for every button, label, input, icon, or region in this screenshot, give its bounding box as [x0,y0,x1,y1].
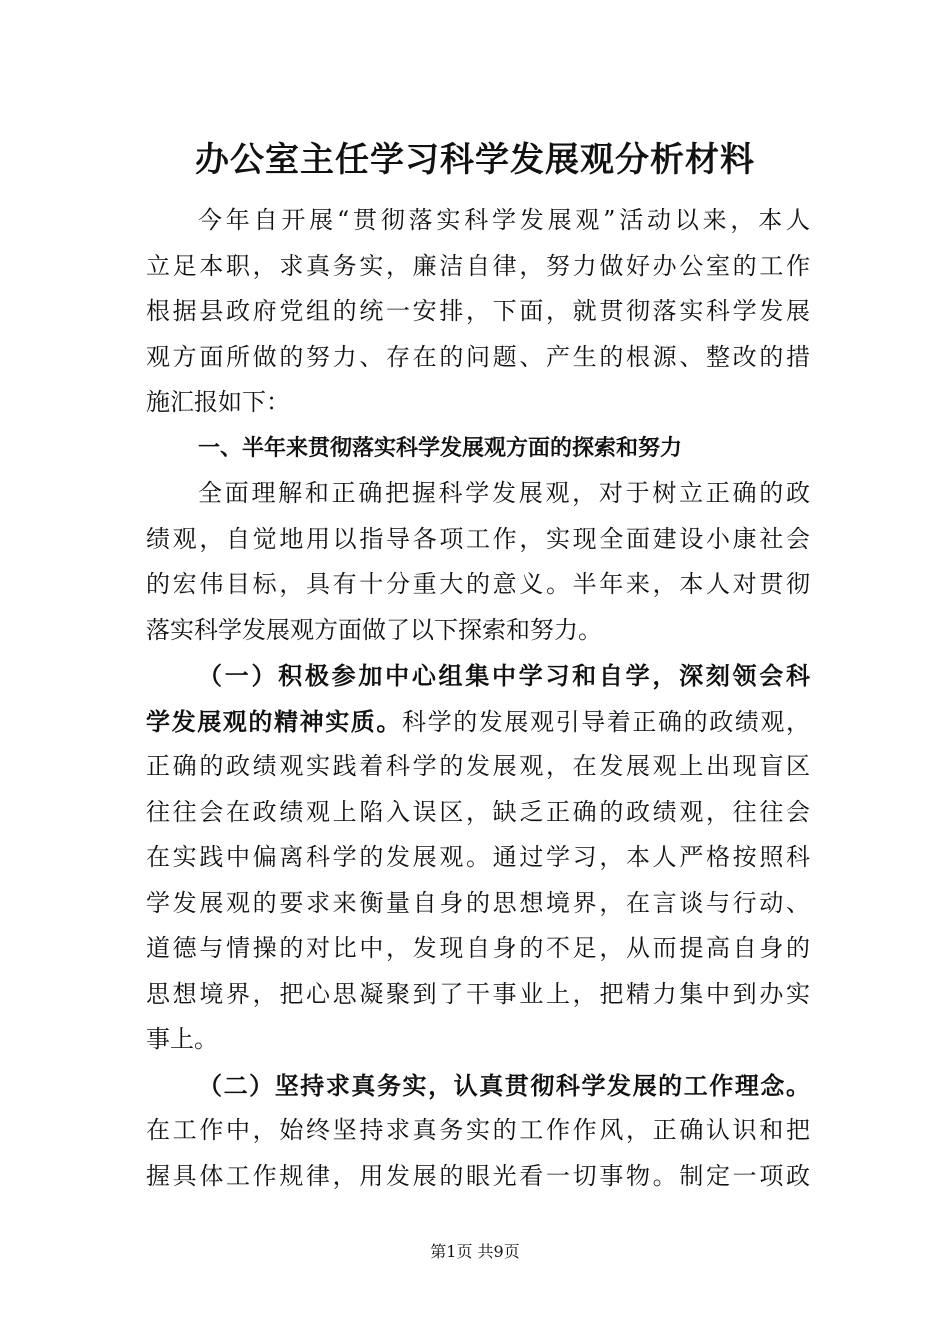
mixed-line [146,699,810,745]
document-title: 办公室主任学习科学发展观分析材料 [195,140,755,180]
paragraph-line: 在工作中，始终坚持求真务实的工作作风，正确认识和把 [146,1116,810,1144]
document-body [146,198,810,1199]
paragraph-line: 往往会在政绩观上陷入误区，缺乏正确的政绩观，往往会 [146,797,810,826]
paragraph-line: 学发展观的要求来衡量自身的思想境界，在言谈与行动、 [146,888,810,917]
paragraph-line: 立足本职，求真务实，廉洁自律，努力做好办公室的工作 [146,251,810,280]
subsection-heading-end: 学发展观的精神实质。 [146,706,402,736]
paragraph-line: 全面理解和正确把握科学发展观，对于树立正确的政 [198,479,810,507]
paragraph-line: 在实践中偏离科学的发展观。通过学习，本人严格按照科 [146,843,810,871]
paragraph-line: 事上。 [146,1025,218,1053]
paragraph-line: 施汇报如下： [146,388,290,416]
paragraph-line: 根据县政府党组的统一安排，下面，就贯彻落实科学发展 [146,297,810,325]
paragraph-line: 落实科学发展观方面做了以下探索和努力。 [146,615,602,644]
paragraph-line: 今年自开展“贯彻落实科学发展观”活动以来，本人 [198,206,810,234]
paragraph-line: 观方面所做的努力、存在的问题、产生的根源、整改的措 [146,342,810,371]
paragraph-line: 握具体工作规律，用发展的眼光看一切事物。制定一项政 [146,1161,810,1190]
paragraph-line: 正确的政绩观实践着科学的发展观，在发展观上出现盲区 [146,752,810,780]
subsection-heading: （二）坚持求真务实，认真贯彻科学发展的工作理念。 [198,1070,810,1100]
paragraph-line: 的宏伟目标，具有十分重大的意义。半年来，本人对贯彻 [146,570,810,598]
page-number: 第1页 共9页 [430,1242,520,1261]
paragraph-line: 道德与情操的对比中，发现自身的不足，从而提高自身的 [146,934,810,962]
paragraph-line: 绩观，自觉地用以指导各项工作，实现全面建设小康社会 [146,524,810,553]
subsection-heading: （一）积极参加中心组集中学习和自学，深刻领会科 [198,661,810,690]
section-heading: 一、半年来贯彻落实科学发展观方面的探索和努力 [198,435,683,461]
paragraph-text: 科学的发展观引导着正确的政绩观， [402,707,810,736]
paragraph-line: 思想境界，把心思凝聚到了干事业上，把精力集中到办实 [146,979,810,1008]
